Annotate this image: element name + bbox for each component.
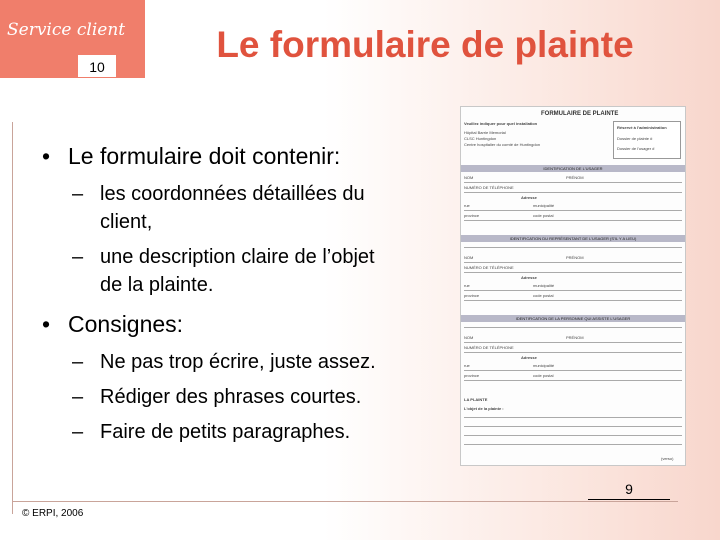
sub-item-consigne-3 bbox=[72, 418, 350, 446]
form-plainte-label: LA PLAINTE bbox=[464, 397, 488, 402]
form-section-usager: IDENTIFICATION DE L'USAGER bbox=[461, 165, 685, 172]
sub-item-text-cont: de la plainte. bbox=[100, 274, 214, 296]
form-municipalite-2: municipalité bbox=[533, 283, 555, 288]
form-rule bbox=[464, 380, 682, 381]
form-rule bbox=[464, 327, 682, 328]
form-telephone: NUMÉRO DE TÉLÉPHONE bbox=[464, 185, 514, 190]
form-admin-line2: Dossier de l'usager # bbox=[617, 146, 655, 151]
form-rue-3: rue bbox=[464, 363, 470, 368]
form-nom-2: NOM bbox=[464, 255, 474, 260]
form-code-postal-3: code postal bbox=[533, 373, 554, 378]
slide-title: Le formulaire de plainte bbox=[216, 24, 634, 65]
complaint-form-image bbox=[460, 106, 686, 466]
form-rule bbox=[464, 182, 682, 183]
dash: – bbox=[72, 386, 84, 408]
form-municipalite: municipalité bbox=[533, 203, 555, 208]
sub-item-coordonnees bbox=[72, 180, 365, 236]
form-prenom-3: PRÉNOM bbox=[566, 335, 584, 340]
form-telephone-3: NUMÉRO DE TÉLÉPHONE bbox=[464, 345, 514, 350]
form-rule bbox=[464, 220, 682, 221]
form-section-representant: IDENTIFICATION DU REPRÉSENTANT DE L'USAGER (S'IL Y A LIEU) bbox=[461, 235, 685, 242]
form-verso: (verso) bbox=[661, 456, 674, 461]
sub-item-text: une description claire de l’objet bbox=[100, 246, 375, 268]
form-section-assistant: IDENTIFICATION DE LA PERSONNE QUI ASSISTE L'USAGER bbox=[461, 315, 685, 322]
form-title: FORMULAIRE DE PLAINTE bbox=[541, 111, 619, 117]
bullet-dot: • bbox=[42, 311, 51, 337]
bullet-formulaire-text: Le formulaire doit contenir: bbox=[68, 143, 341, 169]
form-admin-line1: Dossier de plainte # bbox=[617, 136, 653, 141]
form-rule bbox=[464, 272, 682, 273]
sub-item-text: Faire de petits paragraphes. bbox=[100, 421, 351, 443]
sub-item-consigne-1 bbox=[72, 348, 376, 376]
dash: – bbox=[72, 183, 84, 205]
form-province: province bbox=[464, 213, 480, 218]
section-tag-number: 10 bbox=[78, 55, 116, 77]
section-tag-label: Service client bbox=[7, 20, 126, 40]
sub-item-text: Rédiger des phrases courtes. bbox=[100, 386, 362, 408]
form-prenom: PRÉNOM bbox=[566, 175, 584, 180]
form-instruction: Veuillez indiquer pour quel installation bbox=[464, 121, 538, 126]
bullet-consignes-text: Consignes: bbox=[68, 311, 184, 337]
form-code-postal: code postal bbox=[533, 213, 554, 218]
dash: – bbox=[72, 421, 84, 443]
form-admin-box bbox=[613, 121, 681, 159]
form-adresse-3: Adresse bbox=[521, 355, 537, 360]
sub-item-text: les coordonnées détaillées du bbox=[100, 183, 365, 205]
form-rule bbox=[464, 417, 682, 418]
bullet-consignes bbox=[42, 311, 183, 338]
left-divider bbox=[12, 122, 13, 514]
bullet-formulaire bbox=[42, 143, 340, 170]
sub-item-consigne-2 bbox=[72, 383, 361, 411]
form-municipalite-3: municipalité bbox=[533, 363, 555, 368]
form-rule bbox=[464, 426, 682, 427]
form-rule bbox=[464, 435, 682, 436]
sub-item-text-cont: client, bbox=[100, 211, 153, 233]
form-rue: rue bbox=[464, 203, 470, 208]
form-rule bbox=[464, 352, 682, 353]
form-rule bbox=[464, 210, 682, 211]
bullet-dot: • bbox=[42, 143, 51, 169]
bottom-divider bbox=[12, 501, 678, 502]
form-option-2: CLSC Huntingdon bbox=[464, 136, 497, 141]
section-tag bbox=[0, 0, 145, 78]
dash: – bbox=[72, 246, 84, 268]
form-option-1: Hôpital Barrie Memorial bbox=[464, 130, 506, 135]
sub-item-text: Ne pas trop écrire, juste assez. bbox=[100, 351, 376, 373]
page-number-underline bbox=[588, 499, 670, 500]
form-objet: L'objet de la plainte : bbox=[464, 406, 504, 411]
form-prenom-2: PRÉNOM bbox=[566, 255, 584, 260]
form-rule bbox=[464, 290, 682, 291]
form-code-postal-2: code postal bbox=[533, 293, 554, 298]
form-adresse-2: Adresse bbox=[521, 275, 537, 280]
form-province-2: province bbox=[464, 293, 480, 298]
form-rule bbox=[464, 370, 682, 371]
form-rule bbox=[464, 247, 682, 248]
form-telephone-2: NUMÉRO DE TÉLÉPHONE bbox=[464, 265, 514, 270]
dash: – bbox=[72, 351, 84, 373]
form-admin-title: Réservé à l'administration bbox=[617, 125, 667, 130]
form-rule bbox=[464, 342, 682, 343]
form-rule bbox=[464, 262, 682, 263]
copyright: © ERPI, 2006 bbox=[22, 508, 84, 519]
page-number: 9 bbox=[625, 481, 633, 497]
form-rule bbox=[464, 192, 682, 193]
form-province-3: province bbox=[464, 373, 480, 378]
sub-item-description bbox=[72, 243, 375, 299]
form-nom: NOM bbox=[464, 175, 474, 180]
form-adresse: Adresse bbox=[521, 195, 537, 200]
form-rue-2: rue bbox=[464, 283, 470, 288]
form-nom-3: NOM bbox=[464, 335, 474, 340]
form-rule bbox=[464, 300, 682, 301]
form-option-3: Centre hospitalier du comté de Huntingdon bbox=[464, 142, 541, 147]
form-rule bbox=[464, 444, 682, 445]
